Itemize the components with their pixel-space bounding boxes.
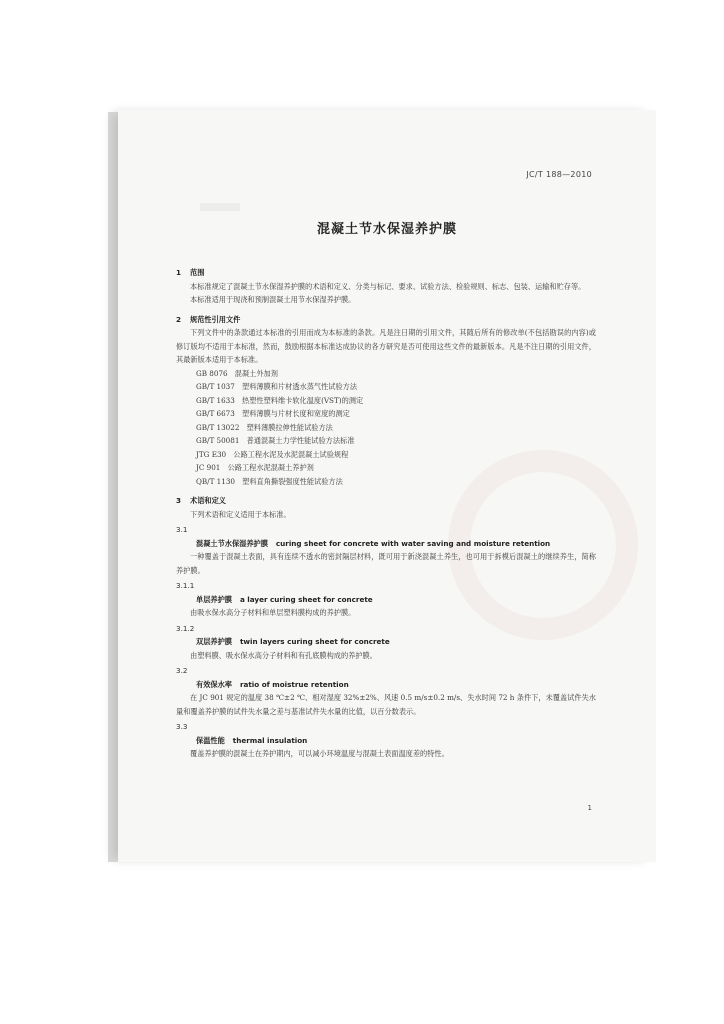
paragraph: 本标准适用于现浇和预制混凝土用节水保湿养护膜。 — [190, 295, 356, 304]
term-zh: 保温性能 — [196, 735, 225, 745]
term-definition: 由塑料膜、吸水保水高分子材料和有孔底膜构成的养护膜。 — [190, 650, 377, 660]
reference-item: JTG E30 公路工程水泥及水泥混凝土试验规程 — [196, 449, 349, 459]
paragraph: 下列术语和定义适用于本标准。 — [190, 509, 291, 519]
paragraph: 本标准规定了混凝土节水保湿养护膜的术语和定义、分类与标记、要求、试验方法、检验规则、标志、包装、运输和贮存等。 — [190, 281, 586, 291]
reference-item: QB/T 1130 塑料直角撕裂强度性能试验方法 — [196, 476, 343, 486]
paragraph: 下列文件中的条款通过本标准的引用而成为本标准的条款。凡是注日期的引用文件，其随后所有的修改单(不包括勘误的内容)或修订版均不适用于本标准，然而，鼓励根据本标准达成协议的各方研究是否可使用这些文件的最新版本。凡是不注日期的引用文件，其最新版本适用于本标准。 — [176, 328, 596, 364]
term-definition: 由吸水保水高分子材料和单层塑料膜构成的养护膜。 — [190, 608, 356, 617]
reference-item: GB/T 50081 普通混凝土力学性能试验方法标准 — [196, 436, 355, 445]
section-number: 3 — [176, 496, 182, 505]
faint-mark — [200, 203, 240, 211]
section-title: 术语和定义 — [190, 496, 226, 505]
term-definition: 在 JC 901 规定的温度 38 ℃±2 ℃、相对湿度 32%±2%、风速 0.5 m/s±0.2 m/s、失水时间 72 h 条件下，未覆盖试件失水量和覆盖养护膜的试件失水量之差与基准试件失水量的比值，以百分数表示。 — [176, 693, 596, 716]
term-zh: 双层养护膜 — [196, 637, 232, 646]
term-zh: 有效保水率 — [196, 679, 232, 689]
reference-item: GB/T 13022 塑料薄膜拉伸性能试验方法 — [196, 422, 333, 432]
clause-number: 3.2 — [176, 666, 188, 675]
term-en: curing sheet for concrete with water saving and moisture retention — [275, 538, 551, 548]
page-number: 1 — [587, 804, 592, 812]
term-zh: 单层养护膜 — [196, 594, 232, 604]
term-definition: 覆盖养护膜的混凝土在养护期内，可以减小环境温度与混凝土表面温度差的特性。 — [190, 749, 449, 758]
clause-number: 3.1.2 — [176, 623, 195, 633]
page-title: 混凝土节水保湿养护膜 — [316, 222, 457, 237]
term-title — [176, 734, 596, 748]
clause-number: 3.3 — [176, 722, 188, 731]
section-number: 1 — [176, 268, 182, 277]
reference-item: GB/T 6673 塑料薄膜与片材长度和宽度的测定 — [196, 409, 350, 418]
term-en: a layer curing sheet for concrete — [239, 594, 373, 604]
document-page — [118, 110, 656, 862]
reference-item: GB/T 1037 塑料薄膜和片材透水蒸气性试验方法 — [196, 382, 358, 391]
standard-id: JC/T 188—2010 — [526, 170, 592, 179]
term-zh: 混凝土节水保湿养护膜 — [196, 538, 268, 548]
section-heading — [176, 313, 596, 327]
reference-item: JC 901 公路工程水泥混凝土养护剂 — [196, 463, 314, 472]
reference-item: GB 8076 混凝土外加剂 — [196, 368, 278, 378]
clause-number: 3.1.1 — [176, 581, 195, 590]
reference-item: GB/T 1633 热塑性塑料维卡软化温度(VST)的测定 — [196, 395, 364, 405]
section-heading — [176, 266, 596, 280]
section-title: 规范性引用文件 — [190, 314, 241, 324]
term-en: ratio of moistrue retention — [239, 679, 349, 689]
term-title — [176, 537, 596, 551]
term-en: thermal insulation — [232, 735, 308, 745]
section-title: 范围 — [190, 268, 205, 277]
clause-number: 3.1 — [176, 525, 188, 534]
document-body — [176, 260, 596, 761]
term-title — [176, 635, 596, 649]
section-heading — [176, 494, 596, 508]
section-number: 2 — [176, 314, 182, 324]
term-title — [176, 678, 596, 692]
term-en: twin layers curing sheet for concrete — [239, 637, 390, 646]
term-title — [176, 593, 596, 607]
term-definition: 一种覆盖于混凝土表面，具有连续不透水的密封隔层材料，既可用于新浇混凝土养生，也可用于拆模后混凝土的继续养生，简称养护膜。 — [176, 552, 596, 575]
